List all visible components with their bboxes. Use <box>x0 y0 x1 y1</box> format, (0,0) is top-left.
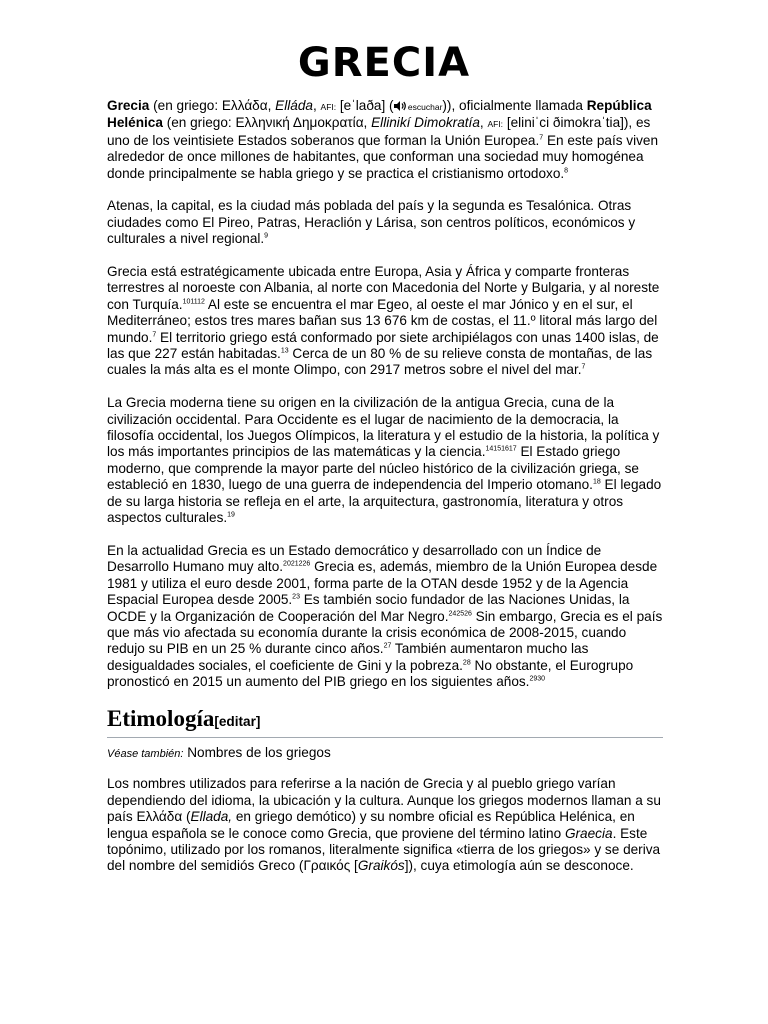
paragraph-geography: Grecia está estratégicamente ubicada entre Europa, Asia y África y comparte fronteras terrestres al noroeste con Albania, al norte con Macedonia del Norte y Bulgaria, y al noreste con Turquía.$^{101112}$ Al este se encuentra el mar Egeo, al oeste el mar Jónico y en el sur, el Mediterráneo; estos tres mares bañan sus 13 676 km de costas, el 11.º litoral más largo del mundo.$^7$ El territorio griego está conformado por siete archipiélagos con unas 1400 islas, de las que 227 están habitadas.$^{13}$ Cerca de un 80 % de su relieve consta de montañas, de las cuales la más alta es el monte Olimpo, con 2917 metros sobre el nivel del mar.$^7$ <box>107 264 660 378</box>
reference[interactable]: 23 <box>292 593 300 601</box>
reference[interactable]: 2930 <box>529 675 546 683</box>
paragraph-history: La Grecia moderna tiene su origen en la civilización de la antigua Grecia, cuna de la civilización occidental. Para Occidente es el lugar de nacimiento de la democracia, la filosofía occidental, los Juegos Olímpicos, la literatura y el estudio de la historia, la política y los más importantes principios de las matemáticas y la ciencia.$^{14151617}$ El Estado griego moderno, que comprende la mayor parte del núcleo histórico de la civilización griega, se estableció en 1830, luego de una guerra de independencia del Imperio otomano.$^{18}$ El legado de su larga historia se refleja en el arte, la arquitectura, gastronomía, literatura y otros aspectos culturales.$^{19}$ <box>107 395 662 526</box>
reference[interactable]: 7 <box>152 331 157 339</box>
section-heading-etimologia: Etimología[editar] <box>107 707 663 738</box>
reference[interactable]: 2021226 <box>283 560 311 568</box>
paragraph-capital: Atenas, la capital, es la ciudad más poblada del país y la segunda es Tesalónica. Otras ciudades como El Pireo, Patras, Heraclión y Lárisa, son centros políticos, económicos y culturales a nivel regional.$^9$ <box>107 198 636 247</box>
listen-link[interactable]: escuchar <box>405 102 443 112</box>
reference[interactable]: 242526 <box>448 610 472 617</box>
reference[interactable]: 7 <box>581 363 586 371</box>
reference[interactable]: 27 <box>383 642 392 650</box>
page-title: GRECIA <box>297 40 471 86</box>
reference[interactable]: 13 <box>280 347 289 355</box>
term-republica-helenica: República Helénica <box>107 98 652 131</box>
speaker-icon[interactable] <box>394 99 406 109</box>
paragraph-etymology: Los nombres utilizados para referirse a la nación de Grecia y al pueblo griego varían dependiendo del idioma, la ubicación y la cultura. Aunque los griegos modernos llaman a su país Ελλάδα (Ellada, en griego demótico) y su nombre oficial es República Helénica, en lengua española se le conoce como Grecia, que proviene del término latino Graecia. Este topónimo, utilizado por los romanos, literalmente significa «tierra de los griegos» y se deriva del nombre del semidiós Greco (Γραικός [Graikós]), cuya etimología aún se desconoce. <box>107 776 661 874</box>
paragraph-intro: Grecia (en griego: Ελλάδα, Elláda, AFI: [eˈlaða] ( escuchar)), oficialmente llamada República Helénica (en griego: Ελληνική Δημοκρατία, Ellinikí Dimokratía, AFI: [eliniˈci ðimokraˈtia]), es uno de los veintisiete Estados soberanos que forman la Unión Europea.$^7$ En este país viven alrededor de once millones de habitantes, que conforman una sociedad muy homogénea donde principalmente se habla griego y se practica el cristianismo ortodoxo.$^8$ <box>107 98 659 181</box>
afi-label[interactable]: AFI: <box>487 119 504 130</box>
reference[interactable]: 28 <box>462 659 471 667</box>
reference[interactable]: 7 <box>539 134 544 142</box>
reference[interactable]: 18 <box>592 478 601 486</box>
afi-label[interactable]: AFI: <box>320 102 337 112</box>
reference[interactable]: 8 <box>564 167 569 175</box>
reference[interactable]: 14151617 <box>485 445 517 453</box>
reference[interactable]: 101112 <box>182 298 205 306</box>
reference[interactable]: 19 <box>227 511 235 519</box>
term-grecia: Grecia <box>107 98 150 113</box>
see-also-label: Véase también: <box>107 747 184 760</box>
see-also-link[interactable]: Nombres de los griegos <box>183 744 331 760</box>
edit-section-link[interactable]: [editar] <box>214 713 261 729</box>
paragraph-present: En la actualidad Grecia es un Estado democrático y desarrollado con un Índice de Desarrollo Humano muy alto.$^{2021226}$ Grecia es, además, miembro de la Unión Europea desde 1981 y utiliza el euro desde 2001, forma parte de la OTAN desde 1952 y de la Agencia Espacial Europea desde 2005.23 Es también socio fundador de las Naciones Unidas, la OCDE y la Organización de Cooperación del Mar Negro.$^{242526}$ Sin embargo, Grecia es el país que más vio afectada su economía durante la crisis económica de 2008-2015, cuando redujo su PIB en un 25 % durante cinco años.$^{27}$ También aumentaron mucho las desigualdades sociales, el coeficiente de Gini y la pobreza.$^{28}$ No obstante, el Eurogrupo pronosticó en 2015 un aumento del PIB griego en los siguientes años.$^{2930}$ <box>107 542 663 690</box>
see-also-note <box>107 745 663 762</box>
article-body <box>107 98 663 891</box>
reference[interactable]: 9 <box>264 232 269 240</box>
